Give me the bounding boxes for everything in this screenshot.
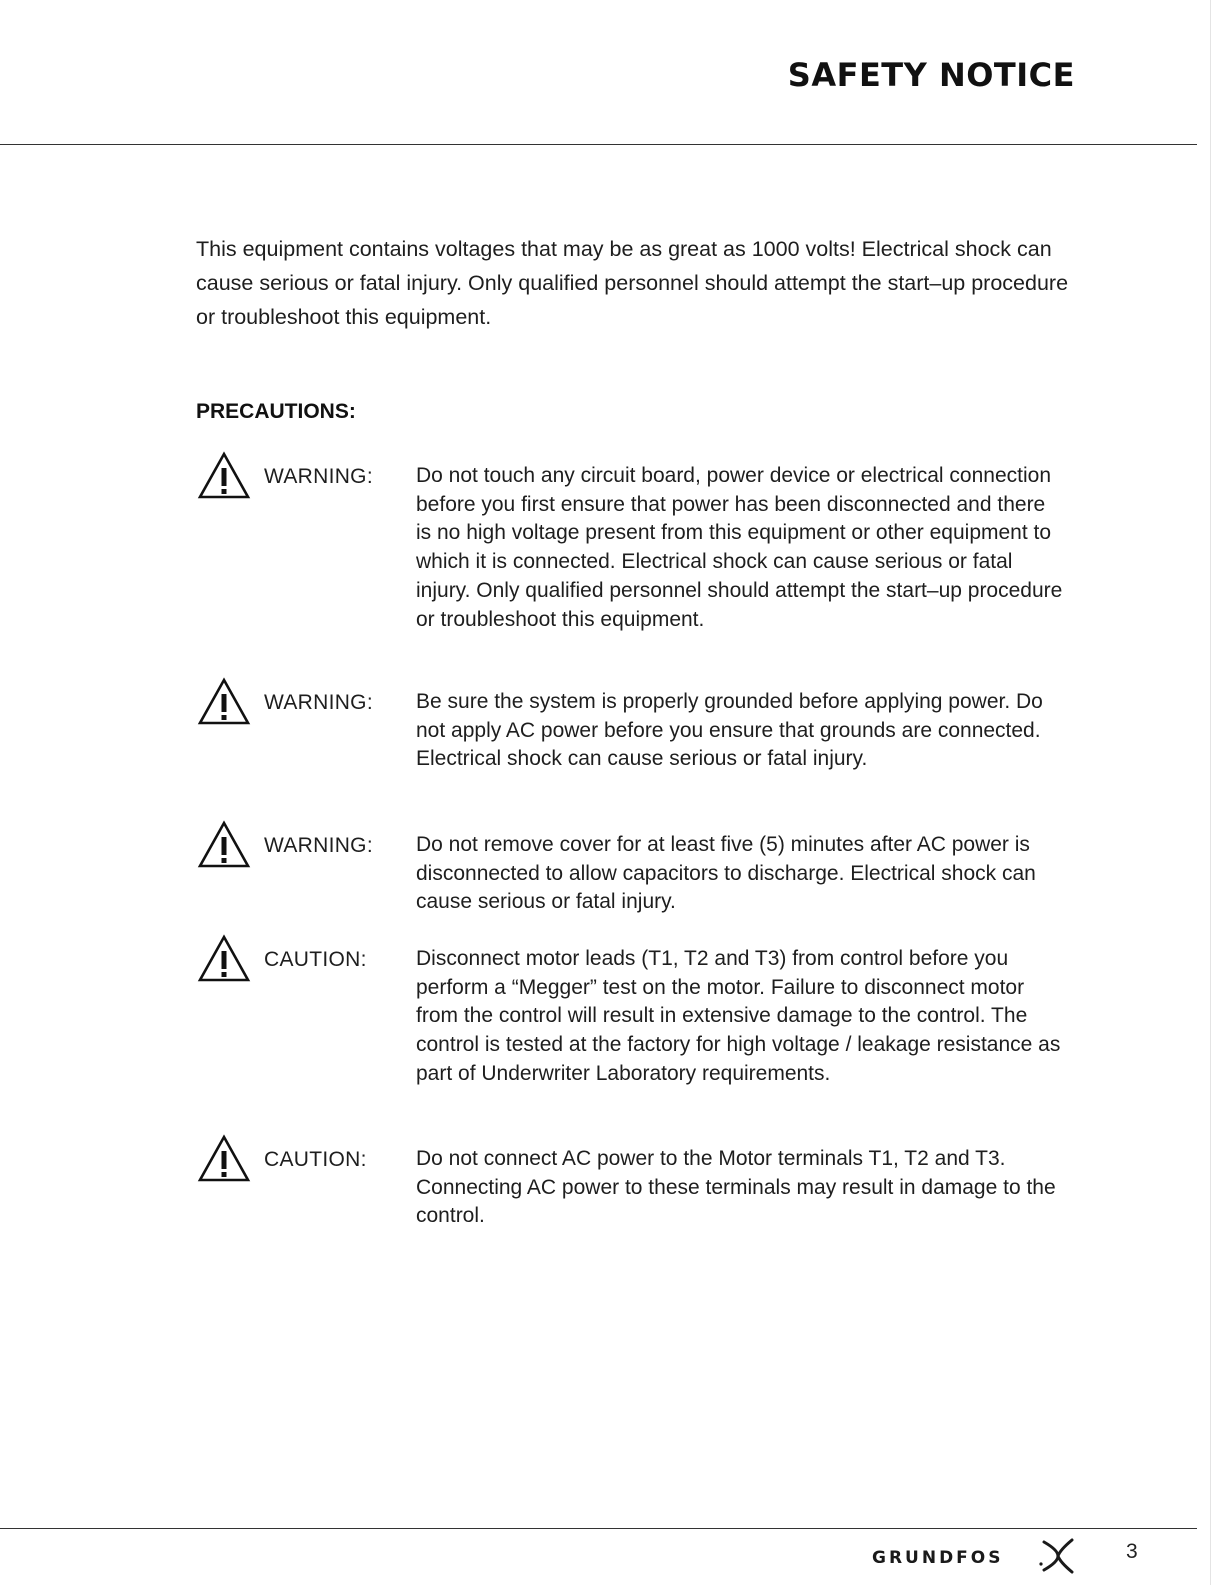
footer-divider (0, 1528, 1197, 1529)
notice-text: Do not connect AC power to the Motor terminals T1, T2 and T3. Connecting AC power to these terminals may result in damage to the control. (416, 1147, 1056, 1228)
warning-triangle-icon (196, 934, 252, 984)
notice-label: WARNING: (264, 465, 373, 488)
logo-wordmark: GRUNDFOS (872, 1548, 1004, 1568)
warning-triangle-icon (196, 677, 252, 727)
notice-text: Be sure the system is properly grounded before applying power. Do not apply AC power before you ensure that grounds are connected. Electrical shock can cause serious or fatal injury. (416, 690, 1043, 771)
page-title: SAFETY NOTICE (787, 56, 1075, 94)
intro-paragraph: This equipment contains voltages that may be as great as 1000 volts! Electrical shock can cause serious or fatal injury. Only qualified personnel should attempt the start–up procedure or troubleshoot this equipment. (196, 237, 1069, 329)
precaution-item-4 (196, 945, 1076, 1085)
page-number: 3 (1126, 1540, 1138, 1563)
warning-triangle-icon (196, 451, 252, 501)
precaution-item-1 (196, 462, 1076, 631)
header-divider (0, 144, 1197, 145)
grundfos-mark-icon (1038, 1536, 1078, 1576)
notice-label: CAUTION: (264, 948, 367, 971)
notice-label: WARNING: (264, 834, 373, 857)
precaution-item-5 (196, 1145, 1076, 1228)
notice-text: Do not touch any circuit board, power device or electrical connection before you first ensure that power has been disconnected and there is no high voltage present from this equipment or other equipment to which it is connected. Electrical shock can cause serious or fatal injury. Only qualified personnel should attempt the start–up procedure or troubleshoot this equipment. (416, 464, 1063, 631)
warning-triangle-icon (196, 820, 252, 870)
precaution-item-2 (196, 688, 1076, 771)
precautions-heading: PRECAUTIONS: (196, 400, 356, 423)
notice-text: Disconnect motor leads (T1, T2 and T3) from control before you perform a “Megger” test on the motor. Failure to disconnect motor from the control will result in extensive damage to the control. The control is tested at the factory for high voltage / leakage resistance as part of Underwriter Laboratory requirements. (416, 947, 1061, 1085)
notice-label: WARNING: (264, 691, 373, 714)
notice-label: CAUTION: (264, 1148, 367, 1171)
page-edge (1210, 0, 1211, 1585)
precaution-item-3 (196, 831, 1076, 914)
warning-triangle-icon (196, 1134, 252, 1184)
notice-text: Do not remove cover for at least five (5) minutes after AC power is disconnected to allow capacitors to discharge. Electrical shock can cause serious or fatal injury. (416, 833, 1036, 914)
